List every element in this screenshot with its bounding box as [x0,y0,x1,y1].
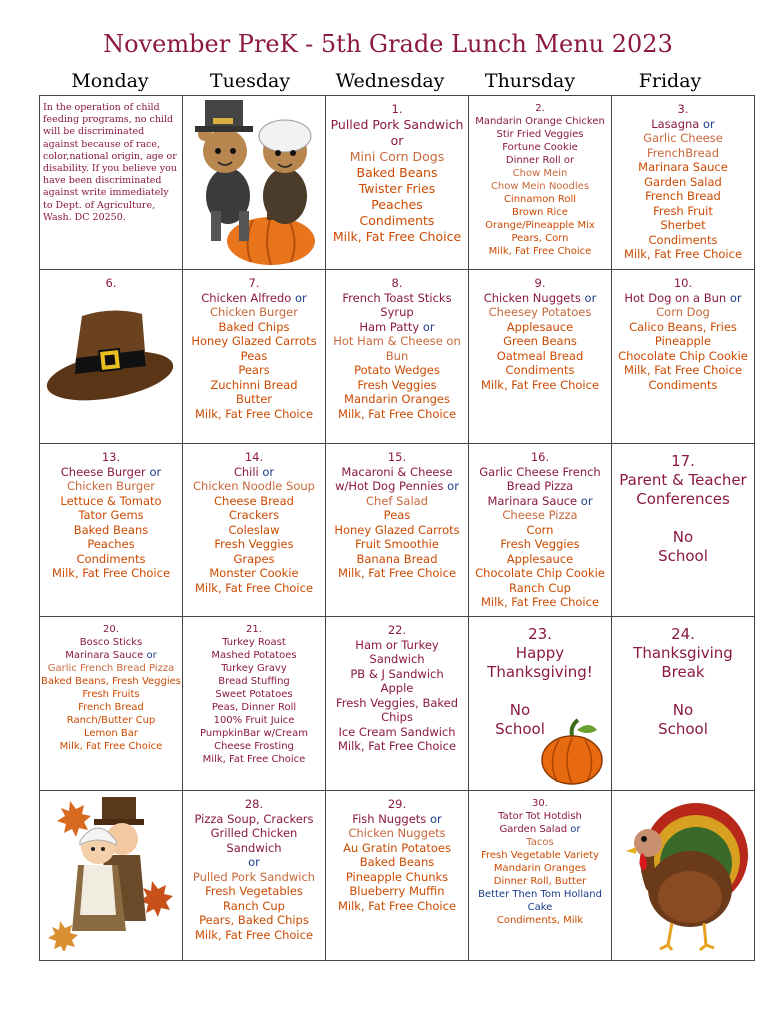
pilgrim-bears-illustration [183,96,322,266]
page-title: November PreK - 5th Grade Lunch Menu 2023 [103,30,673,58]
menu-item: Garlic Cheese French [479,464,601,479]
menu-item: Cheese Bread [214,493,294,508]
date-number: 9. [534,276,546,290]
menu-item: Apple [380,681,414,695]
menu-item: Chocolate Chip Cookie [618,348,748,363]
event-text: Conferences [636,490,730,508]
menu-item: Milk, Fat Free Choice [337,739,457,753]
menu-item: Hot Dog on a Bun [624,290,727,305]
event-text: Parent & Teacher [619,471,747,489]
menu-item: Pizza Soup, Crackers [194,811,314,826]
day-cell-23 [469,617,612,791]
event-text: No [509,701,531,719]
menu-or: or [390,132,404,148]
menu-item: French Bread [78,702,144,713]
menu-item: Marinara Sauce [638,160,728,174]
day-friday: Friday [638,70,702,92]
menu-item: Tacos [526,837,554,848]
day-cell-8 [326,270,469,444]
menu-item: Ham or Turkey Sandwich [355,637,439,666]
date-number: 20. [103,624,119,635]
menu-item: Fresh Fruit [653,203,713,218]
menu-item: Condiments [359,212,435,228]
menu-item: Pineapple Chunks [345,869,449,884]
menu-item: Dinner Roll [505,155,561,166]
menu-item: Green Beans [503,334,577,348]
date-number: 3. [677,102,689,116]
menu-item: Chow Mein Noodles [490,181,590,192]
day-tuesday: Tuesday [209,70,291,92]
menu-item: Crackers [228,508,280,522]
menu-item: Baked Beans [73,522,149,537]
menu-item: Milk, Fat Free Choice [623,247,743,261]
day-cell-3 [612,96,755,270]
event-text: School [658,720,708,738]
menu-item: Hot Ham & Cheese on [333,334,461,348]
menu-item: Condiments [505,363,575,377]
date-number: 16. [530,450,550,464]
menu-item: Milk, Fat Free Choice [480,595,600,609]
menu-item: Marinara Sauce [487,493,578,508]
menu-or: or [570,824,581,835]
menu-item: Applesauce [506,319,574,334]
date-number: 8. [391,276,403,290]
menu-or: or [429,811,442,826]
menu-item: Milk, Fat Free Choice [332,228,462,244]
menu-item: Cheesey Potatoes [488,305,592,319]
menu-item: Baked Chips [218,319,290,334]
menu-item: Tator Gems [78,508,144,522]
menu-item: Marinara Sauce [65,650,144,661]
menu-or: or [149,464,162,479]
menu-item: Milk, Fat Free Choice [51,566,171,580]
event-text: No [672,701,694,719]
menu-item: Milk, Fat Free Choice [194,927,314,942]
menu-item: Tator Tot Hotdish [498,811,582,822]
menu-or: or [422,319,435,334]
day-cell-17 [612,444,755,617]
day-cell-7 [183,270,326,444]
day-cell-20 [40,617,183,791]
menu-item: Ranch/Butter Cup [66,715,156,726]
date-number: 23. [528,625,552,643]
weekday-header [40,70,740,92]
menu-item: Bosco Sticks [79,637,143,648]
date-number: 13. [101,450,121,464]
menu-item: Chicken Burger [210,305,298,319]
day-cell-28 [183,791,326,961]
menu-item: Milk, Fat Free Choice [337,406,457,421]
menu-or: or [703,116,715,131]
menu-item: Fresh Veggies, Baked [335,695,459,710]
day-cell-22 [326,617,469,791]
nondiscrimination-statement: In the operation of child feeding programs, no child will be discriminated against because of race, color,national origin, age or disability. If you believe you have been discriminated against write immediately to Dept. of Agriculture, Wash. DC 20250. [43,102,177,223]
day-thursday: Thursday [484,70,576,92]
day-cell-6 [40,270,183,444]
event-text: Happy [515,644,565,662]
date-number: 22. [387,623,407,637]
menu-item: Baked Beans [356,164,438,180]
event-text: No [672,528,694,546]
menu-item: Peas [240,348,268,363]
menu-item: Peas [383,508,411,522]
menu-item: Ham Patty [359,319,420,334]
menu-item: Fruit Smoothie [355,537,439,551]
menu-item: Au Gratin Potatoes [343,840,451,855]
menu-item: Macaroni & Cheese [341,464,453,479]
menu-item: Bread Pizza [506,479,574,493]
menu-item: French Toast Sticks [342,290,452,305]
menu-item: Chili [233,464,259,479]
menu-item: Condiments [648,232,718,247]
turkey-cell [612,791,755,961]
menu-item: Bun [385,348,409,363]
menu-item: Milk, Fat Free Choice [480,377,600,392]
menu-or: or [262,464,275,479]
menu-item: Better Then Tom Holland [478,889,602,900]
menu-item: Peaches [87,537,135,551]
day-cell-1 [326,96,469,270]
day-cell-16 [469,444,612,617]
date-number: 29. [387,797,407,811]
menu-item: Fresh Vegetable Variety [480,850,600,861]
menu-item: Potato Wedges [354,363,440,377]
menu-item: Fresh Fruits [82,689,140,700]
bears-pilgrims-cell [183,96,326,270]
menu-item: Turkey Gravy [221,663,287,674]
date-number: 2. [535,103,545,114]
date-number: 28. [244,797,264,811]
menu-item: Condiments [648,377,718,392]
menu-item: Chicken Burger [67,479,155,493]
menu-item: Cheese Pizza [502,508,578,522]
day-cell-30 [469,791,612,961]
menu-item: Corn [526,522,554,537]
day-monday: Monday [71,70,149,92]
menu-or: or [563,155,575,166]
menu-item: Pineapple [654,334,712,348]
menu-item: Lasagna [651,116,700,131]
menu-item: Mandarin Oranges [493,863,587,874]
menu-item: Turkey Roast [222,637,286,648]
menu-item: Fresh Veggies [500,537,580,551]
menu-item: Orange/Pineapple Mix [485,220,595,231]
menu-item: Sherbet [660,218,706,232]
menu-item: Mini Corn Dogs [349,148,445,164]
menu-item: Cheese Frosting [214,741,294,752]
menu-item: PB & J Sandwich [350,666,444,681]
menu-item: Lettuce & Tomato [60,493,162,508]
event-text: Thanksgiving! [487,663,593,681]
menu-item: Garlic French Bread Pizza [47,663,175,674]
day-cell-9 [469,270,612,444]
menu-item: Cinnamon Roll [503,194,577,205]
menu-item: Milk, Fat Free Choice [194,406,314,421]
menu-item: Mashed Potatoes [211,650,297,661]
menu-or: or [295,290,307,305]
menu-or: or [584,290,597,305]
event-text: Thanksgiving [633,644,733,662]
menu-item: Milk, Fat Free Choice [488,246,592,257]
event-text: School [658,547,708,565]
menu-item: w/Hot Dog Pennies [335,479,444,493]
menu-item: Chow Mein [512,168,568,179]
menu-item: French Bread [645,189,721,203]
menu-item: Grilled Chicken Sandwich [210,826,298,855]
day-cell-21 [183,617,326,791]
menu-item: Grapes [233,551,275,566]
menu-or: or [146,650,157,661]
pilgrim-children-illustration [40,791,179,951]
menu-item: Pulled Pork Sandwich [192,869,316,884]
menu-item: Baked Beans [359,855,435,869]
menu-item: Corn Dog [656,305,710,319]
menu-item: Condiments, Milk [496,915,584,926]
menu-item: Garden Salad [644,174,722,189]
menu-item: Cake [527,902,553,913]
menu-item: Chicken Nuggets [483,290,581,305]
menu-item: Calico Beans, Fries [629,319,737,334]
menu-item: Milk, Fat Free Choice [337,566,457,580]
menu-item: Milk, Fat Free Choice [194,580,314,595]
menu-item: Milk, Fat Free Choice [59,741,163,752]
menu-item: Bread Stuffing [218,676,290,687]
day-cell-24 [612,617,755,791]
menu-item: Pulled Pork Sandwich [330,116,464,132]
menu-item: Banana Bread [356,551,438,566]
menu-item: Butter [236,392,272,406]
menu-item: Milk, Fat Free Choice [337,898,457,913]
menu-item: Chicken Noodle Soup [193,479,315,493]
menu-item: Garlic Cheese [643,131,723,145]
disclaimer-cell [40,96,183,270]
day-cell-13 [40,444,183,617]
menu-item: Garden Salad [499,824,568,835]
menu-item: Mandarin Orange Chicken [475,116,605,127]
date-number: 10. [673,276,693,290]
menu-item: Fish Nuggets [352,811,427,826]
menu-calendar [39,95,755,961]
menu-item: Blueberry Muffin [349,884,445,898]
date-number: 30. [532,798,548,809]
menu-item: Pears [238,363,270,377]
menu-or: or [248,855,260,869]
pumpkin-illustration [539,716,605,786]
menu-item: Lemon Bar [83,728,139,739]
menu-item: Dinner Roll, Butter [493,876,587,887]
date-number: 15. [387,450,407,464]
date-number: 14. [244,450,264,464]
menu-item: Chips [381,710,413,724]
menu-item: Brown Rice [512,207,568,218]
menu-item: Chocolate Chip Cookie [475,566,605,580]
menu-item: Chef Salad [366,493,428,508]
day-cell-29 [326,791,469,961]
menu-item: Milk, Fat Free Choice [202,754,306,765]
date-number: 6. [105,276,117,290]
date-number: 21. [246,624,262,635]
menu-or: or [580,493,593,508]
menu-or: or [729,290,742,305]
menu-item: Oatmeal Bread [496,348,584,363]
day-wednesday: Wednesday [335,70,445,92]
menu-item: Baked Beans, Fresh Veggies [41,676,181,687]
menu-item: Pears, Baked Chips [199,913,309,927]
day-cell-14 [183,444,326,617]
pilgrim-hat-illustration [42,298,178,408]
event-text: School [495,720,545,738]
menu-item: FrenchBread [646,145,719,160]
event-text: Break [661,663,705,681]
date-number: 17. [671,452,695,470]
menu-item: Ranch Cup [223,898,285,913]
day-cell-27 [40,791,183,961]
menu-item: Ice Cream Sandwich [338,724,456,739]
menu-item: Zuchinni Bread [210,377,298,392]
day-cell-15 [326,444,469,617]
menu-item: Stir Fried Veggies [496,129,584,140]
day-cell-2 [469,96,612,270]
menu-item: Coleslaw [228,522,280,537]
date-number: 1. [391,102,403,116]
menu-item: Chicken Nuggets [348,826,446,840]
menu-item: Cheese Burger [60,464,146,479]
menu-item: Milk, Fat Free Choice [623,363,743,377]
menu-item: Honey Glazed Carrots [191,334,317,348]
menu-item: Syrup [380,305,414,319]
menu-item: Fortune Cookie [502,142,578,153]
menu-item: Chicken Alfredo [201,290,292,305]
menu-item: PumpkinBar w/Cream [200,728,308,739]
menu-item: Peas, Dinner Roll [211,702,297,713]
menu-item: Ranch Cup [509,580,571,595]
menu-item: Condiments [76,551,146,566]
menu-item: Twister Fries [358,180,436,196]
menu-item: Sweet Potatoes [215,689,293,700]
menu-item: Peaches [371,196,423,212]
menu-item: Applesauce [506,551,574,566]
menu-item: Fresh Veggies [357,377,437,392]
menu-item: Monster Cookie [209,566,299,580]
day-cell-10 [612,270,755,444]
menu-item: Fresh Veggies [214,537,294,551]
menu-item: Mandarin Oranges [344,392,450,406]
date-number: 24. [671,625,695,643]
turkey-illustration [612,797,751,952]
menu-item: Fresh Vegetables [205,884,303,898]
menu-item: Pears, Corn [511,233,569,244]
menu-item: 100% Fruit Juice [213,715,295,726]
menu-or: or [447,479,459,493]
menu-item: Honey Glazed Carrots [334,522,460,537]
date-number: 7. [248,276,260,290]
